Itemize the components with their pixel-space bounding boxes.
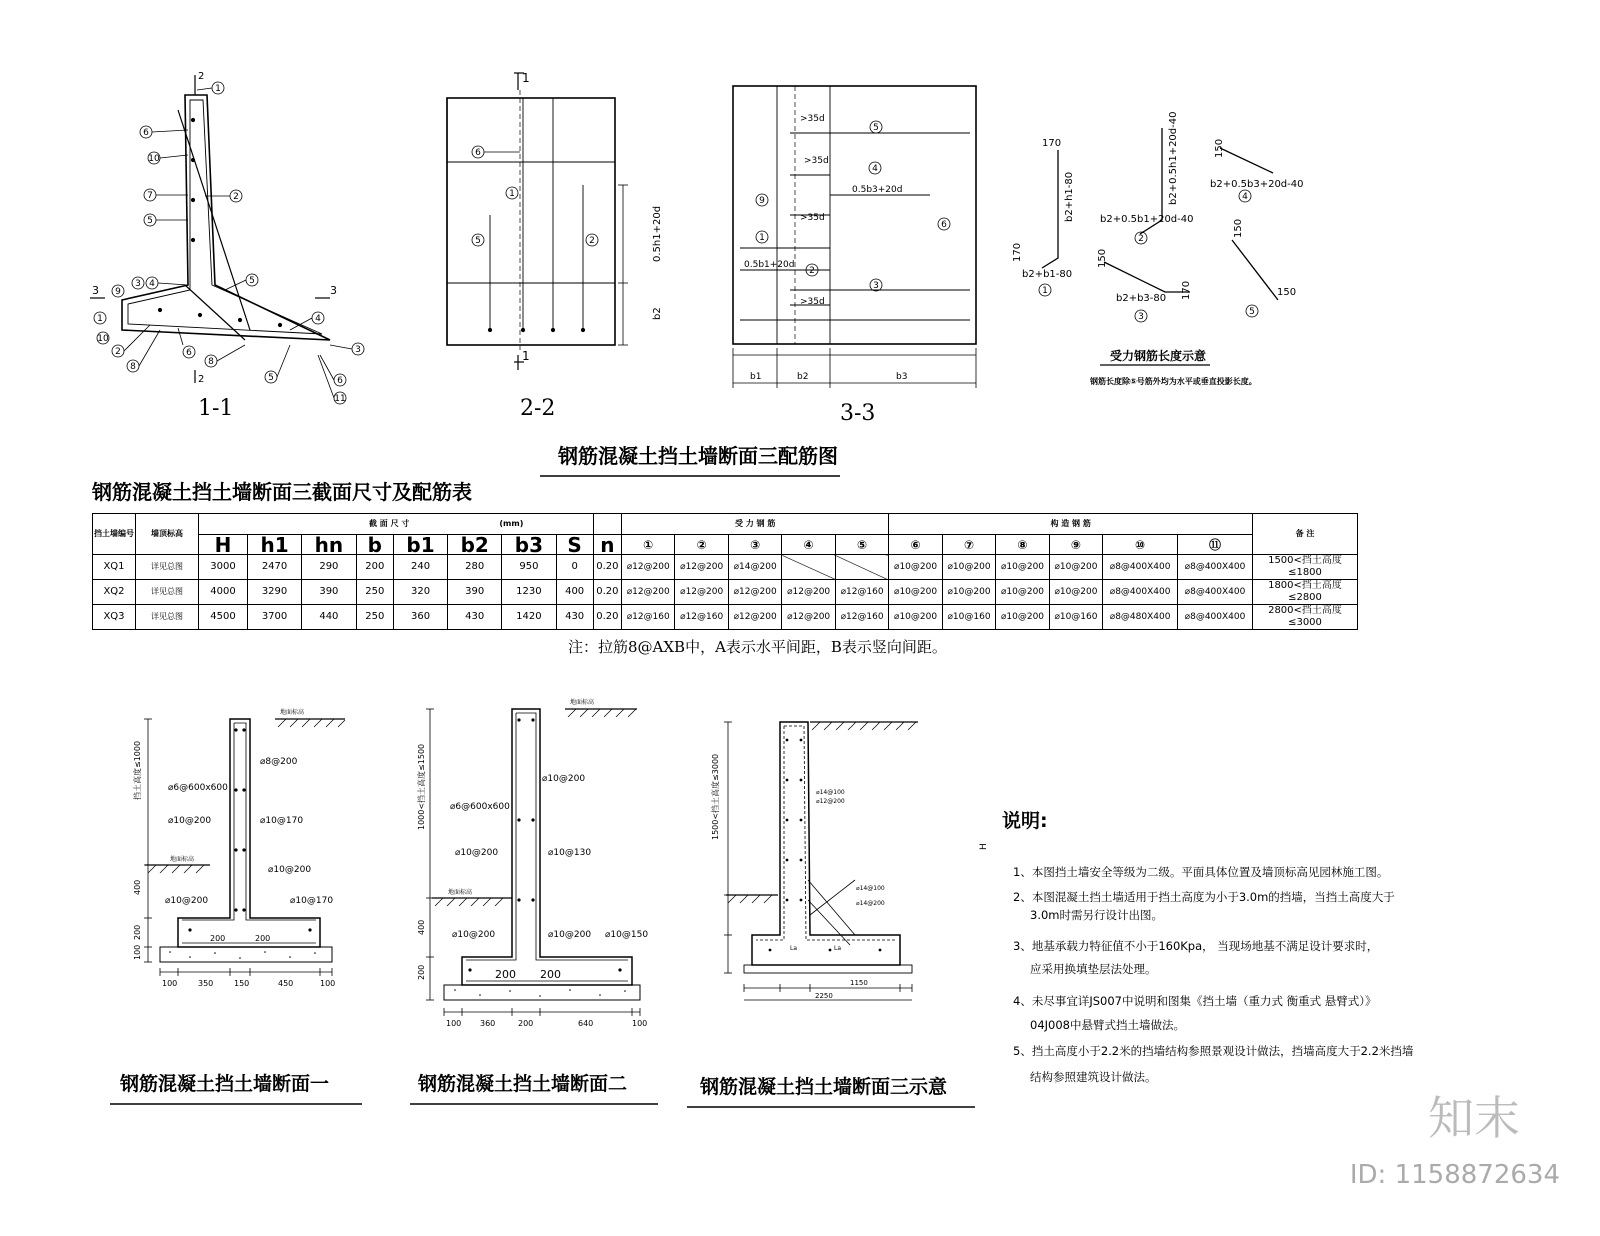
explain-item-3: 3、地基承载力特征值不小于160Kpa， 当现场地基不满足设计要求时，	[1013, 939, 1379, 953]
col-bar-4: ④	[782, 535, 835, 555]
table-cell: ⌀12@200	[782, 605, 835, 630]
s2-label-base3: ⌀10@150	[605, 930, 649, 940]
table-cell: 2470	[248, 555, 302, 580]
s2-title: 钢筋混凝土挡土墙断面二	[418, 1073, 628, 1095]
table-cell: 1420	[502, 605, 556, 630]
table-cell: ⌀10@200	[996, 580, 1049, 605]
marker-1: 1	[215, 84, 221, 94]
col-b3: b3	[502, 535, 556, 555]
table-cell: 0	[556, 555, 593, 580]
section-2-2-drawing	[447, 73, 628, 370]
len4-a: 150	[1214, 138, 1225, 158]
s1-dim-base-b: 200	[255, 934, 271, 943]
table-header-row-2	[93, 535, 1358, 555]
col-bar-10: ⑩	[1103, 535, 1178, 555]
hdr-main-bars: 受 力 钢 筋	[621, 514, 888, 535]
wall-section-one-drawing	[110, 719, 362, 1104]
s1-dim-b5: 100	[320, 979, 336, 988]
table-cell: ⌀10@200	[889, 605, 942, 630]
s1-label-tie: ⌀6@600x600	[168, 783, 228, 793]
table-cell: XQ2	[93, 580, 136, 605]
table-cell	[835, 555, 888, 580]
len3-b: b2+b3-80	[1116, 293, 1167, 304]
len-marker-3: 3	[1138, 312, 1144, 322]
col-S: S	[556, 535, 593, 555]
s2-label-right: ⌀10@130	[548, 848, 592, 858]
s1-label-base3: ⌀10@170	[290, 896, 334, 906]
s2-dim-h: 1000<挡土高度≤1500	[417, 743, 426, 830]
table-body	[93, 555, 1358, 630]
s33-dim-b3: 0.5b3+20d	[852, 185, 903, 195]
table-cell: ⌀8@480X400	[1103, 605, 1178, 630]
s3-label-c: ⌀14@100	[856, 885, 885, 892]
wall-section-two-drawing	[410, 709, 658, 1104]
col-H: H	[199, 535, 248, 555]
marker-4b: 4	[315, 314, 321, 324]
table-cell: ⌀8@400X400	[1103, 555, 1178, 580]
s2-dim-b3: 200	[518, 1019, 534, 1028]
marker-3b: 3	[355, 345, 361, 355]
s33-dim-35d-3: >35d	[800, 213, 825, 223]
table-cell: ⌀12@160	[675, 605, 728, 630]
s3-label-a: ⌀14@100	[816, 789, 845, 796]
table-row	[93, 580, 1358, 605]
table-cell: ⌀8@400X400	[1178, 605, 1253, 630]
s22-dim-b2: b2	[652, 307, 663, 320]
col-bar-2: ②	[675, 535, 728, 555]
col-hn: hn	[302, 535, 357, 555]
s2-dim-b2: 360	[480, 1019, 496, 1028]
table-cell: 详见总图	[136, 580, 199, 605]
table-cell: ⌀10@200	[889, 555, 942, 580]
s2-dim-200: 200	[417, 964, 426, 980]
marker-8b: 8	[208, 357, 214, 367]
s1-title: 钢筋混凝土挡土墙断面一	[120, 1073, 330, 1095]
s2-dim-base-b: 200	[540, 968, 561, 981]
s1-dim-400: 400	[133, 879, 142, 895]
marker-11: 11	[334, 394, 346, 404]
s22-marker-1: 1	[509, 189, 515, 199]
s33-marker-3: 3	[873, 281, 879, 291]
marker-9: 9	[115, 287, 121, 297]
len-marker-5: 5	[1249, 307, 1255, 317]
marker-7: 7	[147, 191, 153, 201]
explain-item-2: 2、本图混凝土挡土墙适用于挡土高度为小于3.0m的挡墙，当挡土高度大于	[1013, 890, 1395, 904]
table-cell: 240	[393, 555, 447, 580]
s33-marker-1: 1	[759, 233, 765, 243]
s3-dim-total: 2250	[815, 992, 833, 1000]
s33-dim-35d-4: >35d	[800, 297, 825, 307]
s22-cut-bottom: 1	[522, 349, 530, 363]
cut-mark-3-left: 3	[92, 284, 99, 297]
table-cell: 1500<挡土高度≤1800	[1253, 555, 1358, 580]
table-cell: ⌀12@200	[675, 580, 728, 605]
section-label-1-1: 1-1	[198, 396, 234, 421]
len3-a: 150	[1097, 248, 1108, 268]
table-cell: 200	[356, 555, 393, 580]
marker-5: 5	[147, 216, 153, 226]
table-row	[93, 555, 1358, 580]
s22-dim-h1: 0.5h1+20d	[652, 205, 663, 262]
len-marker-1: 1	[1042, 286, 1048, 296]
s2-label-top: ⌀10@200	[542, 774, 586, 784]
marker-5b: 5	[249, 276, 255, 286]
table-row	[93, 605, 1358, 630]
table-cell: 详见总图	[136, 605, 199, 630]
s1-dim-b2: 350	[198, 979, 214, 988]
s1-ground-label-2: 地面标高	[170, 856, 195, 863]
len1-bot: 170	[1012, 242, 1023, 262]
table-cell: XQ1	[93, 555, 136, 580]
wall-section-three-drawing	[687, 722, 975, 1107]
s33-dim-b1: 0.5b1+20d	[744, 260, 795, 270]
bar-length-note: 钢筋长度除⑤号筋外均为水平或垂直投影长度。	[1090, 377, 1257, 386]
marker-6c: 6	[337, 376, 343, 386]
col-bar-7: ⑦	[942, 535, 995, 555]
marker-6: 6	[143, 128, 149, 138]
table-cell: ⌀10@200	[942, 555, 995, 580]
s3-title: 钢筋混凝土挡土墙断面三示意	[700, 1076, 948, 1098]
s33-label-b3: b3	[896, 372, 908, 382]
table-cell: 0.20	[593, 555, 621, 580]
table-cell: 430	[556, 605, 593, 630]
table-header-row-1	[93, 514, 1358, 535]
col-n: n	[593, 535, 621, 555]
s1-label-right: ⌀10@170	[260, 816, 304, 826]
marker-8: 8	[130, 362, 136, 372]
s33-marker-5: 5	[873, 123, 879, 133]
col-bar-1: ①	[621, 535, 674, 555]
table-cell: ⌀12@200	[675, 555, 728, 580]
len-marker-4: 4	[1242, 192, 1248, 202]
explain-item-4: 4、未尽事宜详JS007中说明和图集《挡土墙（重力式 衡重式 悬臂式）》	[1013, 994, 1377, 1008]
marker-3: 3	[135, 279, 141, 289]
marker-4: 4	[149, 279, 155, 289]
table-cell: 详见总图	[136, 555, 199, 580]
table-cell	[782, 555, 835, 580]
cut-mark-2-bottom: 2	[198, 374, 205, 385]
table-cell: 4000	[199, 580, 248, 605]
s33-label-b1: b1	[750, 372, 762, 382]
s22-marker-6: 6	[475, 148, 481, 158]
table-cell: ⌀10@160	[942, 605, 995, 630]
section-3-3-drawing	[733, 86, 976, 388]
s2-label-base1: ⌀10@200	[452, 930, 496, 940]
section-1-1-drawing	[90, 75, 364, 404]
table-cell: ⌀14@200	[728, 555, 781, 580]
table-cell: 950	[502, 555, 556, 580]
s2-ground-label: 地面标高	[570, 699, 595, 706]
len5-a: 150	[1233, 218, 1244, 238]
hdr-section-size	[199, 514, 594, 535]
table-cell: 390	[302, 580, 357, 605]
s2-label-base2: ⌀10@200	[548, 930, 592, 940]
s3-dim-toe: 1150	[850, 979, 868, 987]
s3-dim-h: 1500<挡土高度≤3000	[711, 753, 720, 840]
explain-item-5: 5、挡土高度小于2.2米的挡墙结构参照景观设计做法，挡墙高度大于2.2米挡墙	[1013, 1044, 1414, 1058]
s22-marker-2: 2	[589, 236, 595, 246]
len3-c: 170	[1181, 280, 1192, 300]
s1-label-top: ⌀8@200	[260, 757, 298, 767]
explain-item-3b: 应采用换填垫层法处理。	[1030, 962, 1157, 976]
table-cell: ⌀12@200	[782, 580, 835, 605]
table-cell: ⌀8@400X400	[1103, 580, 1178, 605]
s2-dim-base-a: 200	[495, 968, 516, 981]
cut-mark-2-top: 2	[198, 71, 205, 82]
explain-item-5b: 结构参照建筑设计做法。	[1030, 1070, 1157, 1084]
col-b: b	[356, 535, 393, 555]
marker-5c: 5	[268, 373, 274, 383]
table-cell: XQ3	[93, 605, 136, 630]
table-cell: ⌀10@200	[1049, 580, 1102, 605]
table-cell: 250	[356, 605, 393, 630]
len1-top: 170	[1042, 138, 1062, 149]
explain-title: 说明:	[1002, 810, 1048, 832]
s33-dim-35d-1: >35d	[800, 114, 825, 124]
s33-dim-35d-2: >35d	[804, 156, 829, 166]
col-b2: b2	[448, 535, 502, 555]
table-cell: ⌀10@200	[996, 605, 1049, 630]
len-marker-2: 2	[1138, 234, 1144, 244]
s1-label-base1: ⌀10@200	[268, 865, 312, 875]
table-cell: 4500	[199, 605, 248, 630]
s2-label-left: ⌀10@200	[455, 848, 499, 858]
explain-item-1: 1、本图挡土墙安全等级为二级。平面具体位置及墙顶标高见园林施工图。	[1013, 865, 1389, 879]
len5-b: 150	[1277, 287, 1297, 298]
table-cell: ⌀12@200	[621, 580, 674, 605]
s1-dim-100: 100	[133, 944, 142, 960]
s3-label-la2: La	[834, 945, 842, 952]
table-cell: 0.20	[593, 605, 621, 630]
s1-ground-label: 地面标高	[280, 709, 305, 716]
s33-label-b2: b2	[797, 372, 809, 382]
s2-dim-b4: 640	[578, 1019, 594, 1028]
marker-2b: 2	[115, 347, 121, 357]
len1-low: b2+b1-80	[1022, 269, 1073, 280]
col-bar-11: ⑪	[1178, 535, 1253, 555]
s33-marker-2: 2	[809, 266, 815, 276]
section-label-3-3: 3-3	[840, 401, 876, 426]
s2-dim-b1: 100	[446, 1019, 462, 1028]
table-title: 钢筋混凝土挡土墙断面三截面尺寸及配筋表	[92, 480, 472, 504]
len2-b: b2+0.5b1+20d-40	[1100, 214, 1194, 225]
table-cell: 320	[393, 580, 447, 605]
cut-mark-3-right: 3	[330, 284, 337, 297]
s22-marker-5: 5	[475, 236, 481, 246]
s1-dim-b4: 450	[278, 979, 294, 988]
s3-label-b: ⌀12@200	[816, 798, 845, 805]
s3-side-h: H	[979, 843, 989, 850]
len2-a: b2+0.5h1+20d-40	[1168, 111, 1179, 205]
table-cell: 360	[393, 605, 447, 630]
table-cell: ⌀10@200	[1049, 555, 1102, 580]
table-cell: ⌀8@400X400	[1178, 580, 1253, 605]
brand-logo: 知末	[1428, 1091, 1520, 1145]
s1-label-left: ⌀10@200	[168, 816, 212, 826]
marker-10: 10	[148, 154, 160, 164]
s2-dim-400: 400	[417, 919, 426, 935]
explain-item-2b: 3.0m时需另行设计出图。	[1030, 908, 1163, 922]
explain-item-4b: 04J008中悬臂式挡土墙做法。	[1030, 1018, 1185, 1032]
col-bar-3: ③	[728, 535, 781, 555]
s33-marker-4: 4	[872, 164, 878, 174]
marker-1b: 1	[97, 314, 103, 324]
hdr-section-size-text: 截 面 尺 寸	[369, 519, 410, 528]
s33-marker-6: 6	[941, 220, 947, 230]
col-b1: b1	[393, 535, 447, 555]
drawing-title: 钢筋混凝土挡土墙断面三配筋图	[558, 444, 838, 468]
table-cell: ⌀12@200	[621, 555, 674, 580]
table-cell: 250	[356, 580, 393, 605]
section-1-1-callout-labels	[97, 84, 361, 404]
len4-b: b2+0.5b3+20d-40	[1210, 179, 1304, 190]
s1-dim-b1: 100	[162, 979, 178, 988]
s3-label-d: ⌀14@200	[856, 900, 885, 907]
s1-dim-200: 200	[133, 924, 142, 940]
table-cell: ⌀12@160	[835, 605, 888, 630]
hdr-remark: 备 注	[1253, 514, 1358, 555]
marker-10b: 10	[97, 334, 109, 344]
s1-dim-b3: 150	[234, 979, 250, 988]
s1-label-base2: ⌀10@200	[165, 896, 209, 906]
table-cell: 2800<挡土高度≤3000	[1253, 605, 1358, 630]
s22-cut-top: 1	[522, 71, 530, 85]
s1-dim-base-a: 200	[210, 934, 226, 943]
image-id: ID: 1158872634	[1349, 1160, 1560, 1190]
hdr-wall-no: 挡土墙编号	[93, 514, 136, 555]
table-cell: 440	[302, 605, 357, 630]
table-cell: 3700	[248, 605, 302, 630]
table-cell: 290	[302, 555, 357, 580]
s2-label-tie: ⌀6@600x600	[450, 802, 510, 812]
table-cell: 280	[448, 555, 502, 580]
s33-marker-9: 9	[759, 196, 765, 206]
table-cell: ⌀10@200	[889, 580, 942, 605]
table-cell: ⌀12@160	[621, 605, 674, 630]
table-cell: 3000	[199, 555, 248, 580]
table-cell: ⌀8@400X400	[1178, 555, 1253, 580]
marker-2: 2	[233, 192, 239, 202]
marker-6b: 6	[186, 348, 192, 358]
col-bar-8: ⑧	[996, 535, 1049, 555]
table-cell: ⌀10@160	[1049, 605, 1102, 630]
table-cell: ⌀12@160	[835, 580, 888, 605]
s2-dim-b5: 100	[632, 1019, 648, 1028]
table-cell: ⌀10@200	[996, 555, 1049, 580]
table-cell: ⌀10@200	[942, 580, 995, 605]
s2-ground-label-2: 地面标高	[448, 889, 473, 896]
table-cell: 3290	[248, 580, 302, 605]
reinforcement-table	[92, 513, 1358, 630]
section-label-2-2: 2-2	[520, 396, 556, 421]
table-cell: 0.20	[593, 580, 621, 605]
hdr-mm: (mm)	[499, 519, 524, 528]
len1-mid: b2+h1-80	[1064, 171, 1075, 222]
hdr-construct-bars: 构 造 钢 筋	[889, 514, 1253, 535]
table-cell: 400	[556, 580, 593, 605]
s1-dim-h: 挡土高度≤1000	[133, 740, 142, 800]
hdr-top-elev: 墙顶标高	[136, 514, 199, 555]
table-cell: ⌀12@200	[728, 580, 781, 605]
table-cell: 430	[448, 605, 502, 630]
col-h1: h1	[248, 535, 302, 555]
table-cell: ⌀12@200	[728, 605, 781, 630]
table-cell: 390	[448, 580, 502, 605]
col-bar-6: ⑥	[889, 535, 942, 555]
col-bar-9: ⑨	[1049, 535, 1102, 555]
bar-length-title: 受力钢筋长度示意	[1110, 349, 1207, 363]
table-note: 注：拉筋8@AXB中，A表示水平间距，B表示竖向间距。	[568, 638, 947, 656]
table-cell: 1800<挡土高度≤2800	[1253, 580, 1358, 605]
bar-length-sketch	[1039, 128, 1278, 365]
table-cell: 1230	[502, 580, 556, 605]
s3-label-la1: La	[790, 945, 798, 952]
col-bar-5: ⑤	[835, 535, 888, 555]
